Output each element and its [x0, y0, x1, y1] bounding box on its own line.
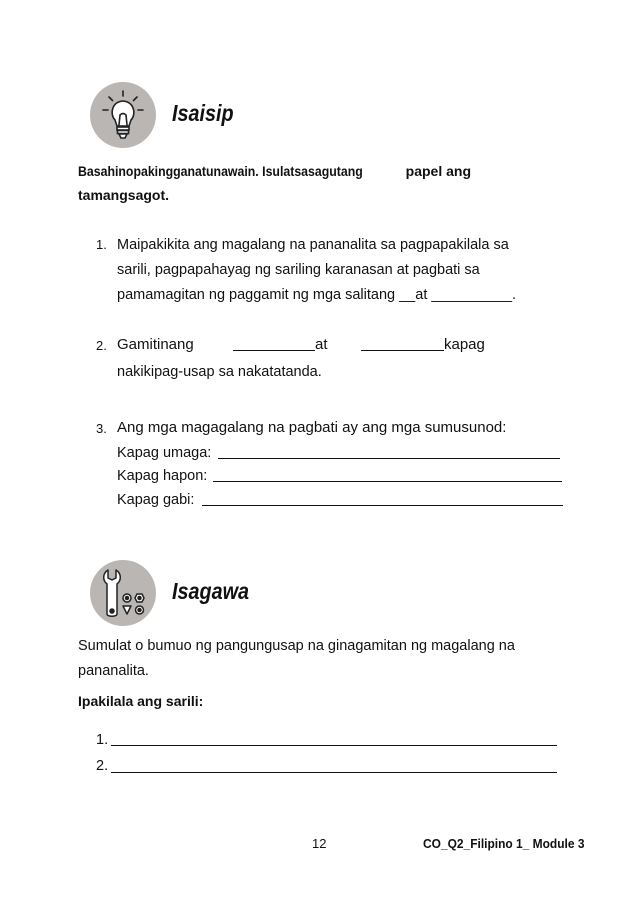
isagawa-subheading: Ipakilala ang sarili:	[78, 693, 204, 709]
instruction-part1: Basahinopakingganatunawain. Isulatsasagutang	[78, 163, 363, 179]
item-1-line-2: sarili, pagpapahayag ng sariling karanasan at pagbati sa	[117, 262, 480, 278]
item-2-blank-1[interactable]	[233, 350, 315, 351]
item-2-number: 2.	[96, 338, 107, 353]
item-2-word1: Gamitinang	[117, 336, 194, 353]
item-3-evening-blank[interactable]	[202, 505, 563, 506]
item-2-line-2: nakikipag-usap sa nakatatanda.	[117, 364, 322, 380]
isaisip-instruction	[78, 162, 471, 181]
answer-line-1-number: 1.	[96, 732, 109, 748]
item-3-afternoon-label: Kapag hapon:	[117, 468, 208, 484]
isaisip-title: Isaisip	[172, 100, 234, 126]
isagawa-icon-background	[90, 560, 156, 626]
item-1-line-1: Maipakikita ang magalang na pananalita sa pagpapakilala sa	[117, 237, 509, 253]
item-3-morning-label: Kapag umaga:	[117, 445, 212, 461]
item-1-line-3: pamamagitan ng paggamit ng mga salitang __at __________.	[117, 287, 517, 303]
item-2-blank-2[interactable]	[361, 350, 444, 351]
item-3-number: 3.	[96, 421, 107, 436]
item-3-morning-blank[interactable]	[218, 458, 560, 459]
isagawa-instruction-line2: pananalita.	[78, 663, 149, 679]
answer-line-2-blank[interactable]	[111, 772, 557, 773]
isaisip-icon-background	[90, 82, 156, 148]
item-3-afternoon-blank[interactable]	[213, 481, 562, 482]
item-2-word2: at	[315, 336, 328, 353]
isaisip-instruction-line2: tamangsagot.	[78, 187, 170, 203]
item-1-number: 1.	[96, 237, 107, 252]
answer-line-1-blank[interactable]	[111, 745, 557, 746]
page-number: 12	[312, 836, 327, 851]
module-code: CO_Q2_Filipino 1_ Module 3	[423, 836, 585, 851]
instruction-part2: papel ang	[405, 163, 472, 179]
item-3-line-1: Ang mga magagalang na pagbati ay ang mga sumusunod:	[117, 419, 507, 436]
isagawa-instruction-line1: Sumulat o bumuo ng pangungusap na ginagamitan ng magalang na	[78, 638, 515, 654]
isagawa-title: Isagawa	[172, 578, 249, 604]
item-2-word3: kapag	[444, 336, 485, 353]
answer-line-2-number: 2.	[96, 758, 109, 774]
tools-icon	[90, 560, 156, 626]
item-3-evening-label: Kapag gabi:	[117, 492, 195, 508]
lightbulb-icon	[90, 82, 156, 148]
